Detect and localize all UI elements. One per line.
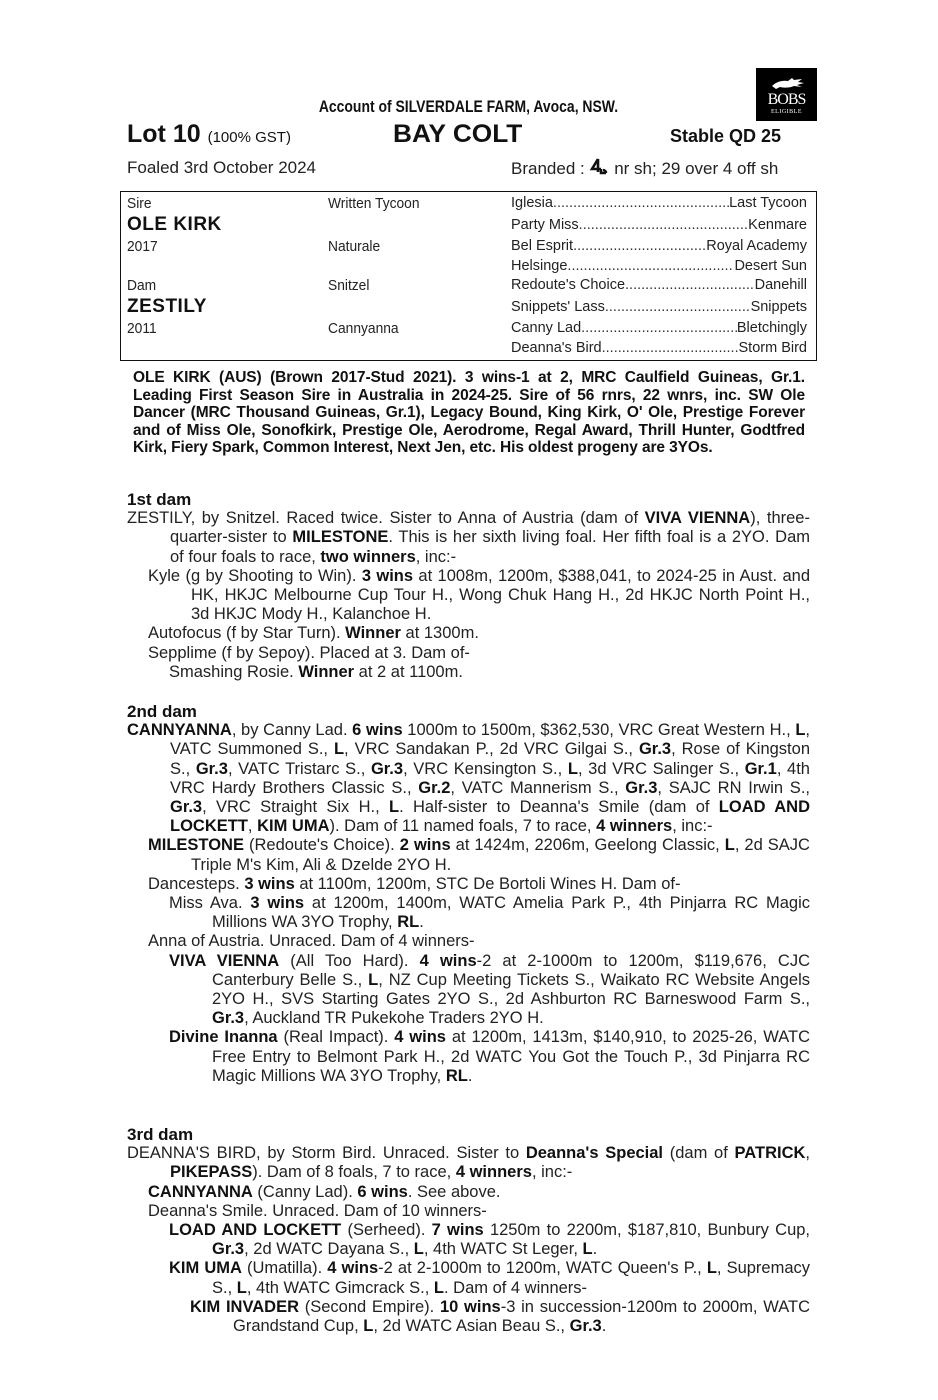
pedigree-entry: MILESTONE (Redoute's Choice). 2 wins at 1424m, 2206m, Geelong Classic, L, 2d SAJC Triple M's Kim, Ali & Dzelde 2YO H. <box>148 836 810 874</box>
lot-title: BAY COLT <box>393 120 523 148</box>
logo-text: BOBS <box>767 91 806 108</box>
gen3-right: Kenmare <box>748 217 807 233</box>
first-dam-section <box>127 490 810 682</box>
gen3-right: Bletchingly <box>736 320 807 336</box>
sire-year: 2017 <box>127 238 158 255</box>
dam-name: ZESTILY <box>127 296 207 317</box>
brand-mark-icon <box>589 158 609 176</box>
pedigree-entry: ZESTILY, by Snitzel. Raced twice. Sister to Anna of Austria (dam of VIVA VIENNA), three-quarter-sister to MILESTONE. This is her sixth living foal. Her fifth foal is a 2YO. Dam of four foals to race, two winners, inc:- <box>127 509 810 566</box>
pedigree-entry: Autofocus (f by Star Turn). Winner at 1300m. <box>148 624 479 643</box>
gen3-right: Snippets <box>750 299 807 315</box>
entries <box>127 721 810 1086</box>
pedigree-entry: CANNYANNA (Canny Lad). 6 wins. See above. <box>148 1182 501 1201</box>
dam-year: 2011 <box>127 320 157 337</box>
gen3-row <box>511 217 807 233</box>
gen3-right: Royal Academy <box>706 238 807 254</box>
pedigree-entry: Kyle (g by Shooting to Win). 3 wins at 1008m, 1200m, $388,041, to 2024-25 in Aust. and HK, HKJC Melbourne Cup Tour H., Wong Chuk Hang H., 2d HKJC North Point H., 3d HKJC Mody H., Kalanchoe H. <box>148 566 810 624</box>
branded-label: Branded : <box>511 159 585 178</box>
gen3-row <box>511 238 807 254</box>
second-dam-section <box>127 702 810 1086</box>
pedigree-entry: KIM INVADER (Second Empire). 10 wins-3 in succession-1200m to 2000m, WATC Grandstand Cup, L, 2d WATC Asian Beau S., Gr.3. <box>190 1297 810 1336</box>
section-heading: 2nd dam <box>127 702 197 721</box>
gen3-right: Storm Bird <box>738 340 807 356</box>
gen3-row <box>511 299 807 315</box>
pedigree-entry: Smashing Rosie. Winner at 2 at 1100m. <box>169 662 463 681</box>
gen3-row <box>511 258 807 274</box>
pedigree-entry: Deanna's Smile. Unraced. Dam of 10 winners- <box>148 1201 487 1220</box>
gen3-left: Redoute's Choice <box>511 277 626 293</box>
entries <box>127 1144 810 1336</box>
brand-info <box>511 158 778 179</box>
sire-name: OLE KIRK <box>127 214 222 235</box>
gen3-left: Party Miss <box>511 217 579 233</box>
sire-sire: Written Tycoon <box>328 195 420 212</box>
section-heading: 1st dam <box>127 490 192 509</box>
entries <box>127 509 810 682</box>
pedigree-entry: VIVA VIENNA (All Too Hard). 4 wins-2 at 2-1000m to 1200m, $119,676, CJC Canterbury Belle S., L, NZ Cup Meeting Tickets S., Waikato RC Website Angels 2YO H., SVS Starting Gates 2YO S., 2d Ashburton RC Barneswood Farm S., Gr.3, Auckland TR Pukekohe Traders 2YO H. <box>169 951 810 1028</box>
gen3-right: Desert Sun <box>734 258 807 274</box>
gen3-left: Deanna's Bird <box>511 340 602 356</box>
lot-label: Lot 10 <box>127 120 201 148</box>
gen3-right: Last Tycoon <box>729 195 807 211</box>
pedigree-entry: KIM UMA (Umatilla). 4 wins-2 at 2-1000m to 1200m, WATC Queen's P., L, Supremacy S., L, 4th WATC Gimcrack S., L. Dam of 4 winners- <box>169 1259 811 1297</box>
gen3-left: Snippets' Lass <box>511 299 605 315</box>
dam-sire: Snitzel <box>328 277 370 294</box>
gen3-row <box>511 277 807 293</box>
vendor-account: Account of SILVERDALE FARM, Avoca, NSW. <box>318 97 619 116</box>
dam-label: Dam <box>127 277 157 294</box>
foaled-date: Foaled 3rd October 2024 <box>127 158 317 177</box>
dam-dam: Cannyanna <box>328 320 399 337</box>
gst-note: (100% GST) <box>207 129 291 146</box>
pedigree-entry: DEANNA'S BIRD, by Storm Bird. Unraced. Sister to Deanna's Special (dam of PATRICK, PIKEPASS). Dam of 8 foals, 7 to race, 4 winners, inc:- <box>127 1144 810 1182</box>
gen3-right: Danehill <box>754 277 807 293</box>
pedigree-entry: Divine Inanna (Real Impact). 4 wins at 1200m, 1413m, $140,910, to 2025-26, WATC Free Entry to Belmont Park H., 2d WATC You Got the Touch P., 3d Pinjarra RC Magic Millions WA 3YO Trophy, RL. <box>169 1028 811 1085</box>
gen3-left: Bel Esprit <box>511 238 574 254</box>
pedigree-entry: LOAD AND LOCKETT (Serheed). 7 wins 1250m to 2200m, $187,810, Bunbury Cup, Gr.3, 2d WATC Dayana S., L, 4th WATC St Leger, L. <box>169 1221 811 1259</box>
sire-label: Sire <box>127 195 152 212</box>
lot-number <box>127 120 291 149</box>
pedigree-entry: Miss Ava. 3 wins at 1200m, 1400m, WATC Amelia Park P., 4th Pinjarra RC Magic Millions WA 3YO Trophy, RL. <box>169 894 810 932</box>
pedigree-entry: Sepplime (f by Sepoy). Placed at 3. Dam of- <box>148 643 470 662</box>
gen3-left: Helsinge <box>511 258 568 274</box>
third-dam-section <box>127 1125 810 1336</box>
horse-head-icon <box>768 74 806 92</box>
gen3-row <box>511 320 807 336</box>
sire-dam: Naturale <box>328 238 381 255</box>
gen3-left: Canny Lad <box>511 320 582 336</box>
pedigree-entry: Dancesteps. 3 wins at 1100m, 1200m, STC De Bortoli Wines H. Dam of- <box>148 874 681 893</box>
logo-subtext: ELIGIBLE <box>771 109 802 115</box>
gen3-left: Iglesia <box>511 195 553 211</box>
branded-details: nr sh; 29 over 4 off sh <box>614 159 779 178</box>
sire-summary: OLE KIRK (AUS) (Brown 2017-Stud 2021). 3 wins-1 at 2, MRC Caulfield Guineas, Gr.1. Leading First Season Sire in Australia in 2024-25. Sire of 56 rnrs, 22 wnrs, inc. SW Ole Dancer (MRC Thousand Guineas, Gr.1), Legacy Bound, King Kirk, O' Ole, Prestige Forever and of Miss Ole, Sonofkirk, Prestige Ole, Aerodrome, Regal Award, Thrill Hunter, Godtfred Kirk, Fiery Spark, Common Interest, Next Jen, etc. His oldest progeny are 3YOs. <box>133 369 805 456</box>
section-heading: 3rd dam <box>127 1125 194 1144</box>
pedigree-entry: CANNYANNA, by Canny Lad. 6 wins 1000m to 1500m, $362,530, VRC Great Western H., L, VATC Summoned S., L, VRC Sandakan P., 2d VRC Gilgai S., Gr.3, Rose of Kingston S., Gr.3, VATC Tristarc S., Gr.3, VRC Kensington S., L, 3d VRC Salinger S., Gr.1, 4th VRC Hardy Brothers Classic S., Gr.2, VATC Mannerism S., Gr.3, SAJC RN Irwin S., Gr.3, VRC Straight Six H., L. Half-sister to Deanna's Smile (dam of LOAD AND LOCKETT, KIM UMA). Dam of 11 named foals, 7 to race, 4 winners, inc:- <box>127 721 810 836</box>
pedigree-table <box>120 191 817 361</box>
stable-location: Stable QD 25 <box>670 126 782 146</box>
pedigree-entry: Anna of Austria. Unraced. Dam of 4 winners- <box>148 932 475 951</box>
gen3-row <box>511 195 807 211</box>
gen3-row <box>511 340 807 356</box>
